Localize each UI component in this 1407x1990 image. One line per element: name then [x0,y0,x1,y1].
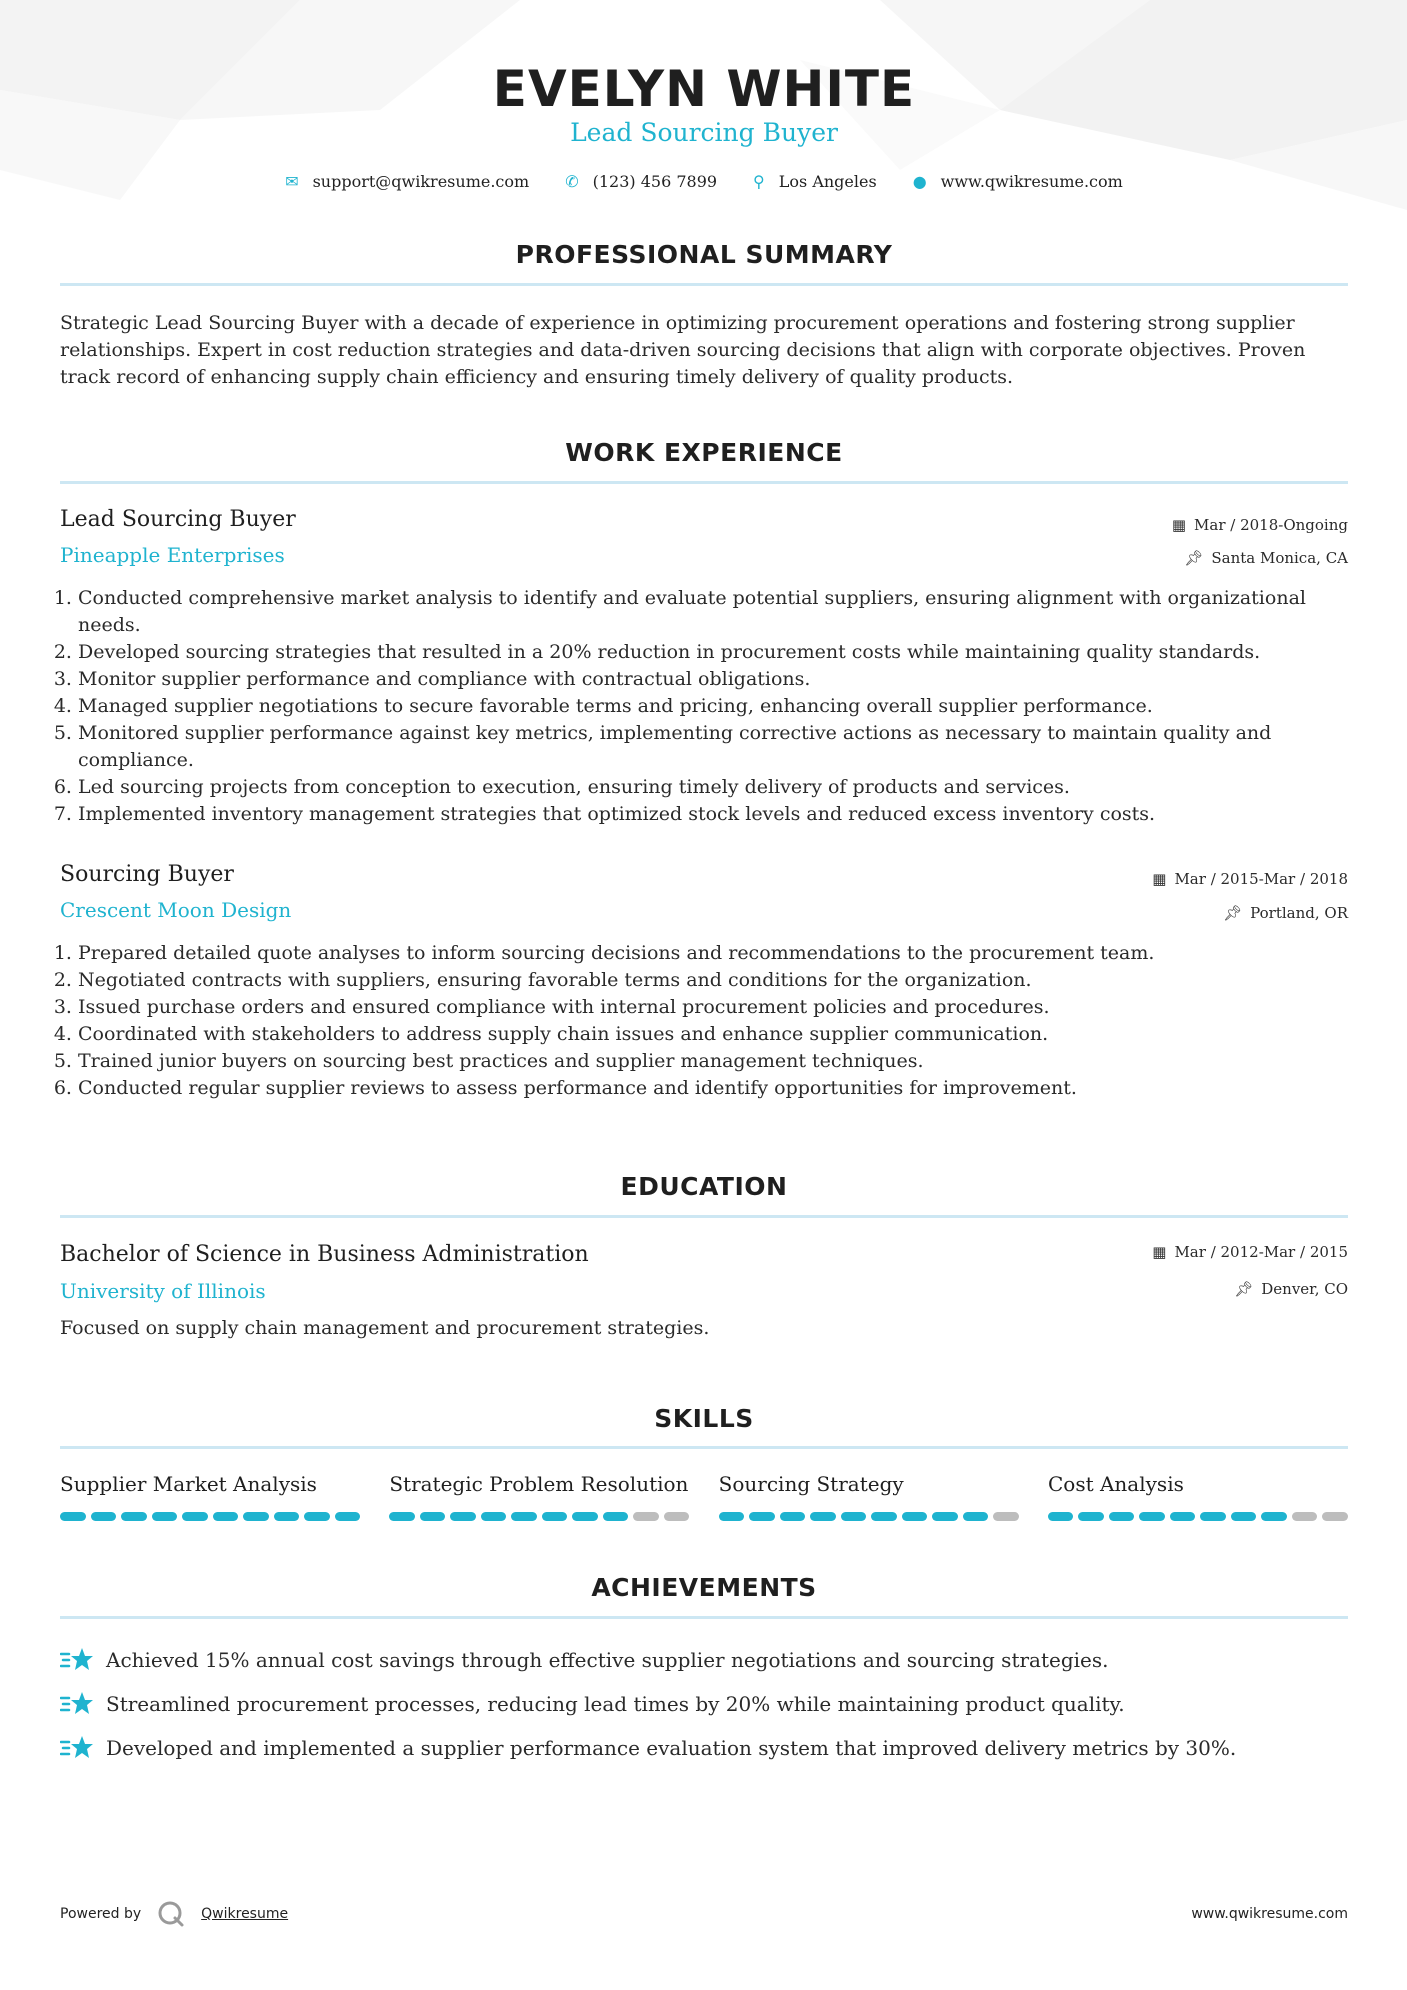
list-item: 3. Monitor supplier performance and compliance with contractual obligations. [78,666,1366,693]
skill-level-segment [1170,1512,1196,1521]
job-date-text: Mar / 2015-Mar / 2018 [1174,870,1348,888]
skill-level-segment [1200,1512,1226,1521]
contact-phone [565,172,717,191]
section-title-education: EDUCATION [620,1172,788,1201]
section-divider [60,283,1348,286]
achievement-text: Achieved 15% annual cost savings through effective supplier negotiations and sourcing strategies. [106,1648,1109,1672]
qwikresume-logo-icon [157,1900,185,1928]
phone-text: (123) 456 7899 [592,172,718,191]
job-bullets [60,940,1366,1102]
list-item: 7. Implemented inventory management strategies that optimized stock levels and reduced excess inventory costs. [78,801,1366,828]
education-location-text: Denver, CO [1261,1280,1348,1298]
section-divider [60,1446,1348,1449]
skill-level-segment [902,1512,928,1521]
education-description: Focused on supply chain management and procurement strategies. [60,1317,710,1339]
job-title: Lead Sourcing Buyer [60,507,296,532]
skill-level-segment [1048,1512,1074,1521]
job-bullets [60,585,1366,828]
list-item: 4. Coordinated with stakeholders to address supply chain issues and enhance supplier communication. [78,1021,1366,1048]
skill-item [389,1472,689,1521]
section-divider [60,1616,1348,1619]
skill-level-segment [274,1512,300,1521]
skill-name: Cost Analysis [1047,1472,1184,1496]
skill-level-segment [963,1512,989,1521]
skill-name: Sourcing Strategy [718,1472,904,1496]
job-date [1152,870,1348,888]
skill-level-segment [1231,1512,1257,1521]
job-company: Pineapple Enterprises [60,543,285,567]
skill-level-segment [121,1512,147,1521]
skill-level-segment [749,1512,775,1521]
email-text[interactable]: support@qwikresume.com [312,172,530,191]
achievement-item [60,1638,1348,1682]
skill-level-segment [1109,1512,1135,1521]
skill-level-segment [1078,1512,1104,1521]
skill-level-segment [932,1512,958,1521]
skill-item [719,1472,1019,1521]
job-company: Crescent Moon Design [60,898,292,922]
skill-level-segment [633,1512,659,1521]
achievement-item [60,1682,1348,1726]
section-title-experience: WORK EXPERIENCE [565,438,843,467]
job-date [1172,516,1348,534]
star-icon [60,1733,94,1763]
phone-icon: ✆ [565,172,579,191]
map-pin-icon: ⚲ [753,172,765,191]
list-item: 6. Conducted regular supplier reviews to assess performance and identify opportunities for improvement. [78,1075,1366,1102]
skill-level-segment [389,1512,415,1521]
star-icon [60,1645,94,1675]
skill-level-segment [182,1512,208,1521]
calendar-icon: ▦ [1152,1243,1167,1261]
candidate-role: Lead Sourcing Buyer [570,118,838,147]
contact-bar [60,172,1348,191]
list-item: 2. Developed sourcing strategies that resulted in a 20% reduction in procurement costs while maintaining quality standards. [78,639,1366,666]
summary-text: Strategic Lead Sourcing Buyer with a decade of experience in optimizing procurement operations and fostering strong supplier relationships. Expert in cost reduction strategies and data-driven sourcing decisions that align with corporate objectives. Proven track record of enhancing supply chain efficiency and ensuring timely delivery of quality products. [60,312,1306,388]
skill-level-segment [243,1512,269,1521]
calendar-icon: ▦ [1171,516,1187,534]
education-location [1234,1280,1348,1298]
skill-level-bar [1048,1512,1348,1521]
skill-level-segment [871,1512,897,1521]
skill-level-segment [841,1512,867,1521]
globe-icon: ● [912,172,927,191]
list-item: 4. Managed supplier negotiations to secure favorable terms and pricing, enhancing overall supplier performance. [78,693,1366,720]
skill-level-segment [91,1512,117,1521]
list-item: 1. Prepared detailed quote analyses to inform sourcing decisions and recommendations to the procurement team. [78,940,1366,967]
skill-level-segment [1292,1512,1318,1521]
skill-level-segment [572,1512,598,1521]
job-location [1223,904,1348,922]
education-degree: Bachelor of Science in Business Administration [60,1242,589,1267]
skill-name: Strategic Problem Resolution [389,1472,689,1496]
skill-level-segment [1139,1512,1165,1521]
star-icon [60,1689,94,1719]
skill-level-bar [60,1512,360,1521]
skill-level-segment [542,1512,568,1521]
education-school: University of Illinois [60,1279,266,1303]
section-divider [60,1215,1348,1218]
list-item: 5. Trained junior buyers on sourcing best practices and supplier management techniques. [78,1048,1366,1075]
skill-level-segment [60,1512,86,1521]
list-item: 5. Monitored supplier performance against key metrics, implementing corrective actions as necessary to maintain quality and compliance. [78,720,1366,774]
skill-level-segment [511,1512,537,1521]
envelope-icon: ✉ [285,172,299,191]
contact-email[interactable] [285,172,529,191]
pushpin-icon: 📌︎ [1234,1280,1254,1298]
skill-level-segment [335,1512,361,1521]
skill-level-segment [450,1512,476,1521]
footer-branding [60,1900,288,1928]
job-location-text: Portland, OR [1250,904,1348,922]
skill-level-segment [152,1512,178,1521]
job-location [1184,549,1348,567]
skill-level-segment [780,1512,806,1521]
skill-level-segment [1322,1512,1348,1521]
list-item: 6. Led sourcing projects from conception to execution, ensuring timely delivery of products and services. [78,774,1366,801]
contact-website[interactable] [913,172,1123,191]
skill-level-segment [603,1512,629,1521]
qwikresume-link[interactable]: Qwikresume [201,1906,289,1922]
achievement-text: Streamlined procurement processes, reducing lead times by 20% while maintaining product quality. [106,1692,1125,1716]
section-title-summary: PROFESSIONAL SUMMARY [515,240,893,269]
achievement-item [60,1726,1348,1770]
contact-location [753,172,877,191]
achievement-text: Developed and implemented a supplier performance evaluation system that improved delivery metrics by 30%. [106,1736,1237,1760]
list-item: 1. Conducted comprehensive market analysis to identify and evaluate potential suppliers, ensuring alignment with organizational needs. [78,585,1366,639]
education-date-text: Mar / 2012-Mar / 2015 [1174,1243,1348,1261]
list-item: 3. Issued purchase orders and ensured compliance with internal procurement policies and procedures. [78,994,1366,1021]
section-title-skills: SKILLS [654,1404,754,1433]
footer-website[interactable]: www.qwikresume.com [1191,1906,1348,1922]
skill-level-segment [993,1512,1019,1521]
skill-level-segment [664,1512,690,1521]
section-title-achievements: ACHIEVEMENTS [591,1573,817,1602]
calendar-icon: ▦ [1152,870,1167,888]
location-text: Los Angeles [778,172,877,191]
skill-item [1048,1472,1348,1521]
website-text[interactable]: www.qwikresume.com [940,172,1123,191]
skill-level-segment [304,1512,330,1521]
skill-level-segment [481,1512,507,1521]
candidate-name: EVELYN WHITE [492,60,916,118]
achievements-list [60,1638,1348,1770]
skill-level-segment [719,1512,745,1521]
pushpin-icon: 📌︎ [1223,904,1243,922]
job-title: Sourcing Buyer [60,862,234,887]
skill-item [60,1472,360,1521]
job-date-text: Mar / 2018-Ongoing [1194,516,1348,534]
education-date [1152,1243,1348,1261]
job-location-text: Santa Monica, CA [1211,549,1348,567]
skill-level-bar [719,1512,1019,1521]
skill-level-bar [389,1512,689,1521]
section-divider [60,481,1348,484]
skill-level-segment [213,1512,239,1521]
powered-by-text: Powered by [60,1906,142,1922]
pushpin-icon: 📌︎ [1184,549,1204,567]
skill-level-segment [420,1512,446,1521]
skill-level-segment [810,1512,836,1521]
skill-name: Supplier Market Analysis [60,1472,317,1496]
list-item: 2. Negotiated contracts with suppliers, ensuring favorable terms and conditions for the organization. [78,967,1366,994]
skill-level-segment [1261,1512,1287,1521]
footer [60,1900,1348,1928]
skills-list [60,1472,1348,1521]
